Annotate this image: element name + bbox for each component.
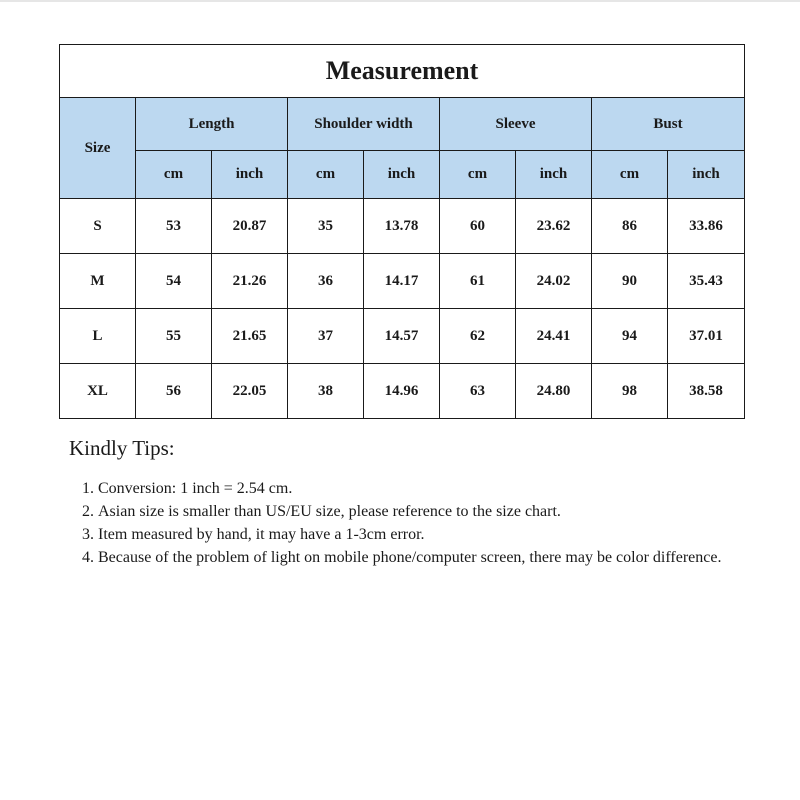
unit-header-cm: cm bbox=[592, 151, 668, 199]
table-cell: 21.65 bbox=[212, 309, 288, 364]
table-cell: 33.86 bbox=[668, 199, 745, 254]
unit-header-inch: inch bbox=[668, 151, 745, 199]
tips-title: Kindly Tips: bbox=[69, 436, 175, 460]
table-cell: 24.02 bbox=[516, 254, 592, 309]
table-cell: 63 bbox=[440, 364, 516, 419]
table-cell: 98 bbox=[592, 364, 668, 419]
table-cell: 36 bbox=[288, 254, 364, 309]
table-cell: 38 bbox=[288, 364, 364, 419]
table-cell: 24.80 bbox=[516, 364, 592, 419]
table-cell: 35 bbox=[288, 199, 364, 254]
size-cell: XL bbox=[60, 364, 136, 419]
unit-header-cm: cm bbox=[288, 151, 364, 199]
size-cell: L bbox=[60, 309, 136, 364]
top-divider bbox=[0, 0, 800, 2]
size-cell: S bbox=[60, 199, 136, 254]
table-cell: 37.01 bbox=[668, 309, 745, 364]
table-row bbox=[60, 254, 745, 309]
table-row bbox=[60, 199, 745, 254]
table-cell: 23.62 bbox=[516, 199, 592, 254]
size-chart-table bbox=[59, 44, 745, 419]
sleeve-header: Sleeve bbox=[440, 98, 592, 151]
table-cell: 14.96 bbox=[364, 364, 440, 419]
table-cell: 35.43 bbox=[668, 254, 745, 309]
table-cell: 14.57 bbox=[364, 309, 440, 364]
table-cell: 20.87 bbox=[212, 199, 288, 254]
unit-header-inch: inch bbox=[212, 151, 288, 199]
table-cell: 22.05 bbox=[212, 364, 288, 419]
table-cell: 55 bbox=[136, 309, 212, 364]
table-cell: 53 bbox=[136, 199, 212, 254]
tip-item: 3. Item measured by hand, it may have a 1-3cm error. bbox=[98, 523, 749, 546]
kindly-tips-section bbox=[69, 436, 749, 569]
size-column-header: Size bbox=[60, 98, 136, 199]
length-header: Length bbox=[136, 98, 288, 151]
table-cell: 21.26 bbox=[212, 254, 288, 309]
tips-list bbox=[69, 477, 749, 569]
tip-item: 4. Because of the problem of light on mobile phone/computer screen, there may be color difference. bbox=[98, 546, 749, 569]
table-cell: 86 bbox=[592, 199, 668, 254]
size-cell: M bbox=[60, 254, 136, 309]
shoulder-width-header: Shoulder width bbox=[288, 98, 440, 151]
table-cell: 37 bbox=[288, 309, 364, 364]
table-row bbox=[60, 364, 745, 419]
bust-header: Bust bbox=[592, 98, 745, 151]
tip-item: 1. Conversion: 1 inch = 2.54 cm. bbox=[98, 477, 749, 500]
table-cell: 60 bbox=[440, 199, 516, 254]
table-cell: 61 bbox=[440, 254, 516, 309]
table-cell: 24.41 bbox=[516, 309, 592, 364]
table-cell: 38.58 bbox=[668, 364, 745, 419]
table-row bbox=[60, 309, 745, 364]
table-cell: 62 bbox=[440, 309, 516, 364]
table-cell: 56 bbox=[136, 364, 212, 419]
unit-header-inch: inch bbox=[364, 151, 440, 199]
table-cell: 13.78 bbox=[364, 199, 440, 254]
table-cell: 94 bbox=[592, 309, 668, 364]
unit-header-cm: cm bbox=[440, 151, 516, 199]
table-cell: 14.17 bbox=[364, 254, 440, 309]
table-cell: 90 bbox=[592, 254, 668, 309]
table-title: Measurement bbox=[60, 45, 745, 98]
table-cell: 54 bbox=[136, 254, 212, 309]
unit-header-cm: cm bbox=[136, 151, 212, 199]
tip-item: 2. Asian size is smaller than US/EU size, please reference to the size chart. bbox=[98, 500, 749, 523]
unit-header-inch: inch bbox=[516, 151, 592, 199]
